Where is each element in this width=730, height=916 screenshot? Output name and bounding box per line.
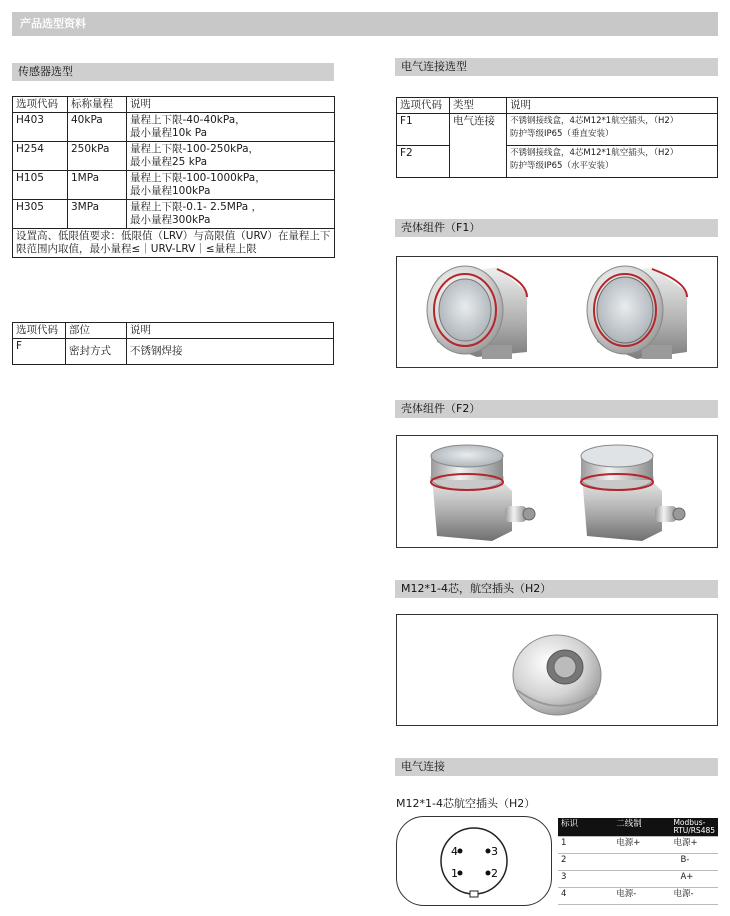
cell-desc: 不锈钢接线盒，4芯M12*1航空插头，（H2） 防护等级IP65（垂直安装） <box>507 114 718 146</box>
table-row <box>397 146 718 178</box>
table-row <box>13 142 335 171</box>
sensor-section-title: 传感器选型 <box>12 63 334 81</box>
m12-connector <box>513 635 601 715</box>
cell-range: 1MPa <box>68 171 127 200</box>
cell-id: 4 <box>558 888 613 905</box>
col-id: 标识 <box>558 818 613 837</box>
cell-two-wire <box>613 854 670 871</box>
wiring-section-title: 电气连接 <box>395 758 718 776</box>
table-row <box>558 871 718 888</box>
cell-code: H403 <box>13 113 68 142</box>
col-code: 选项代码 <box>13 323 66 339</box>
housing-f1-front-closed <box>587 266 687 359</box>
cell-desc: 不锈钢焊接 <box>127 339 334 365</box>
table-row <box>13 171 335 200</box>
col-modbus: Modbus-RTU/RS485 <box>670 818 718 837</box>
col-two-wire: 二线制 <box>613 818 670 837</box>
table-row <box>558 837 718 854</box>
wiring-table <box>558 818 718 905</box>
col-code: 选项代码 <box>13 97 68 113</box>
electrical-section-title: 电气连接选型 <box>395 58 718 76</box>
table-row <box>558 888 718 905</box>
cell-type: 电气连接 <box>450 114 507 178</box>
cell-desc: 不锈钢接线盒，4芯M12*1航空插头，（H2） 防护等级IP65（水平安装） <box>507 146 718 178</box>
housing-f1-title: 壳体组件（F1） <box>395 219 718 237</box>
col-code: 选项代码 <box>397 98 450 114</box>
housing-f2-image <box>396 435 718 548</box>
sensor-table <box>12 96 335 258</box>
housing-f2-title: 壳体组件（F2） <box>395 400 718 418</box>
cell-desc: 量程上下限-100-1000kPa， 最小量程100kPa <box>127 171 335 200</box>
table-row <box>13 339 334 365</box>
cell-part: 密封方式 <box>66 339 127 365</box>
pin-label-4: 4 <box>451 845 458 858</box>
cell-modbus: 电源- <box>670 888 718 905</box>
table-header-row <box>397 98 718 114</box>
table-row <box>397 114 718 146</box>
pin-diagram <box>396 816 552 906</box>
pin-label-3: 3 <box>491 845 498 858</box>
table-row <box>13 200 335 229</box>
cell-range: 40kPa <box>68 113 127 142</box>
housing-f1-front-open <box>427 266 527 359</box>
cell-code: F <box>13 339 66 365</box>
cell-code: H305 <box>13 200 68 229</box>
electrical-table <box>396 97 718 178</box>
sensor-note: 设置高、低限值要求：低限值（LRV）与高限值（URV）在量程上下限范围内取值，最小量程≤｜URV-LRV｜≤量程上限 <box>13 229 335 258</box>
cell-code: H254 <box>13 142 68 171</box>
cell-id: 3 <box>558 871 613 888</box>
cell-two-wire <box>613 871 670 888</box>
table-row <box>558 854 718 871</box>
col-part: 部位 <box>66 323 127 339</box>
cell-id: 2 <box>558 854 613 871</box>
cell-desc: 量程上下限-100-250kPa， 最小量程25 kPa <box>127 142 335 171</box>
connector-title: M12*1-4芯，航空插头（H2） <box>395 580 718 598</box>
pin-label-2: 2 <box>491 867 498 880</box>
seal-table <box>12 322 334 365</box>
cell-modbus: B- <box>670 854 718 871</box>
cell-id: 1 <box>558 837 613 854</box>
table-header-row <box>13 323 334 339</box>
wiring-subtitle: M12*1-4芯航空插头（H2） <box>396 797 536 810</box>
table-header-row <box>13 97 335 113</box>
cell-desc: 量程上下限-40-40kPa， 最小量程10k Pa <box>127 113 335 142</box>
col-range: 标称量程 <box>68 97 127 113</box>
cell-desc: 量程上下限-0.1- 2.5MPa ， 最小量程300kPa <box>127 200 335 229</box>
cell-two-wire: 电源- <box>613 888 670 905</box>
cell-modbus: 电源+ <box>670 837 718 854</box>
table-header-row <box>558 818 718 837</box>
col-desc: 说明 <box>507 98 718 114</box>
cell-range: 250kPa <box>68 142 127 171</box>
table-row <box>13 113 335 142</box>
col-desc: 说明 <box>127 97 335 113</box>
cell-range: 3MPa <box>68 200 127 229</box>
cell-code: H105 <box>13 171 68 200</box>
cell-code: F2 <box>397 146 450 178</box>
connector-image <box>396 614 718 726</box>
table-note-row <box>13 229 335 258</box>
col-type: 类型 <box>450 98 507 114</box>
pin-label-1: 1 <box>451 867 458 880</box>
cell-code: F1 <box>397 114 450 146</box>
cell-modbus: A+ <box>670 871 718 888</box>
housing-f2-left <box>431 445 535 541</box>
page-header: 产品选型资料 <box>12 12 718 36</box>
housing-f1-image <box>396 256 718 368</box>
col-desc: 说明 <box>127 323 334 339</box>
housing-f2-right <box>581 445 685 541</box>
cell-two-wire: 电源+ <box>613 837 670 854</box>
